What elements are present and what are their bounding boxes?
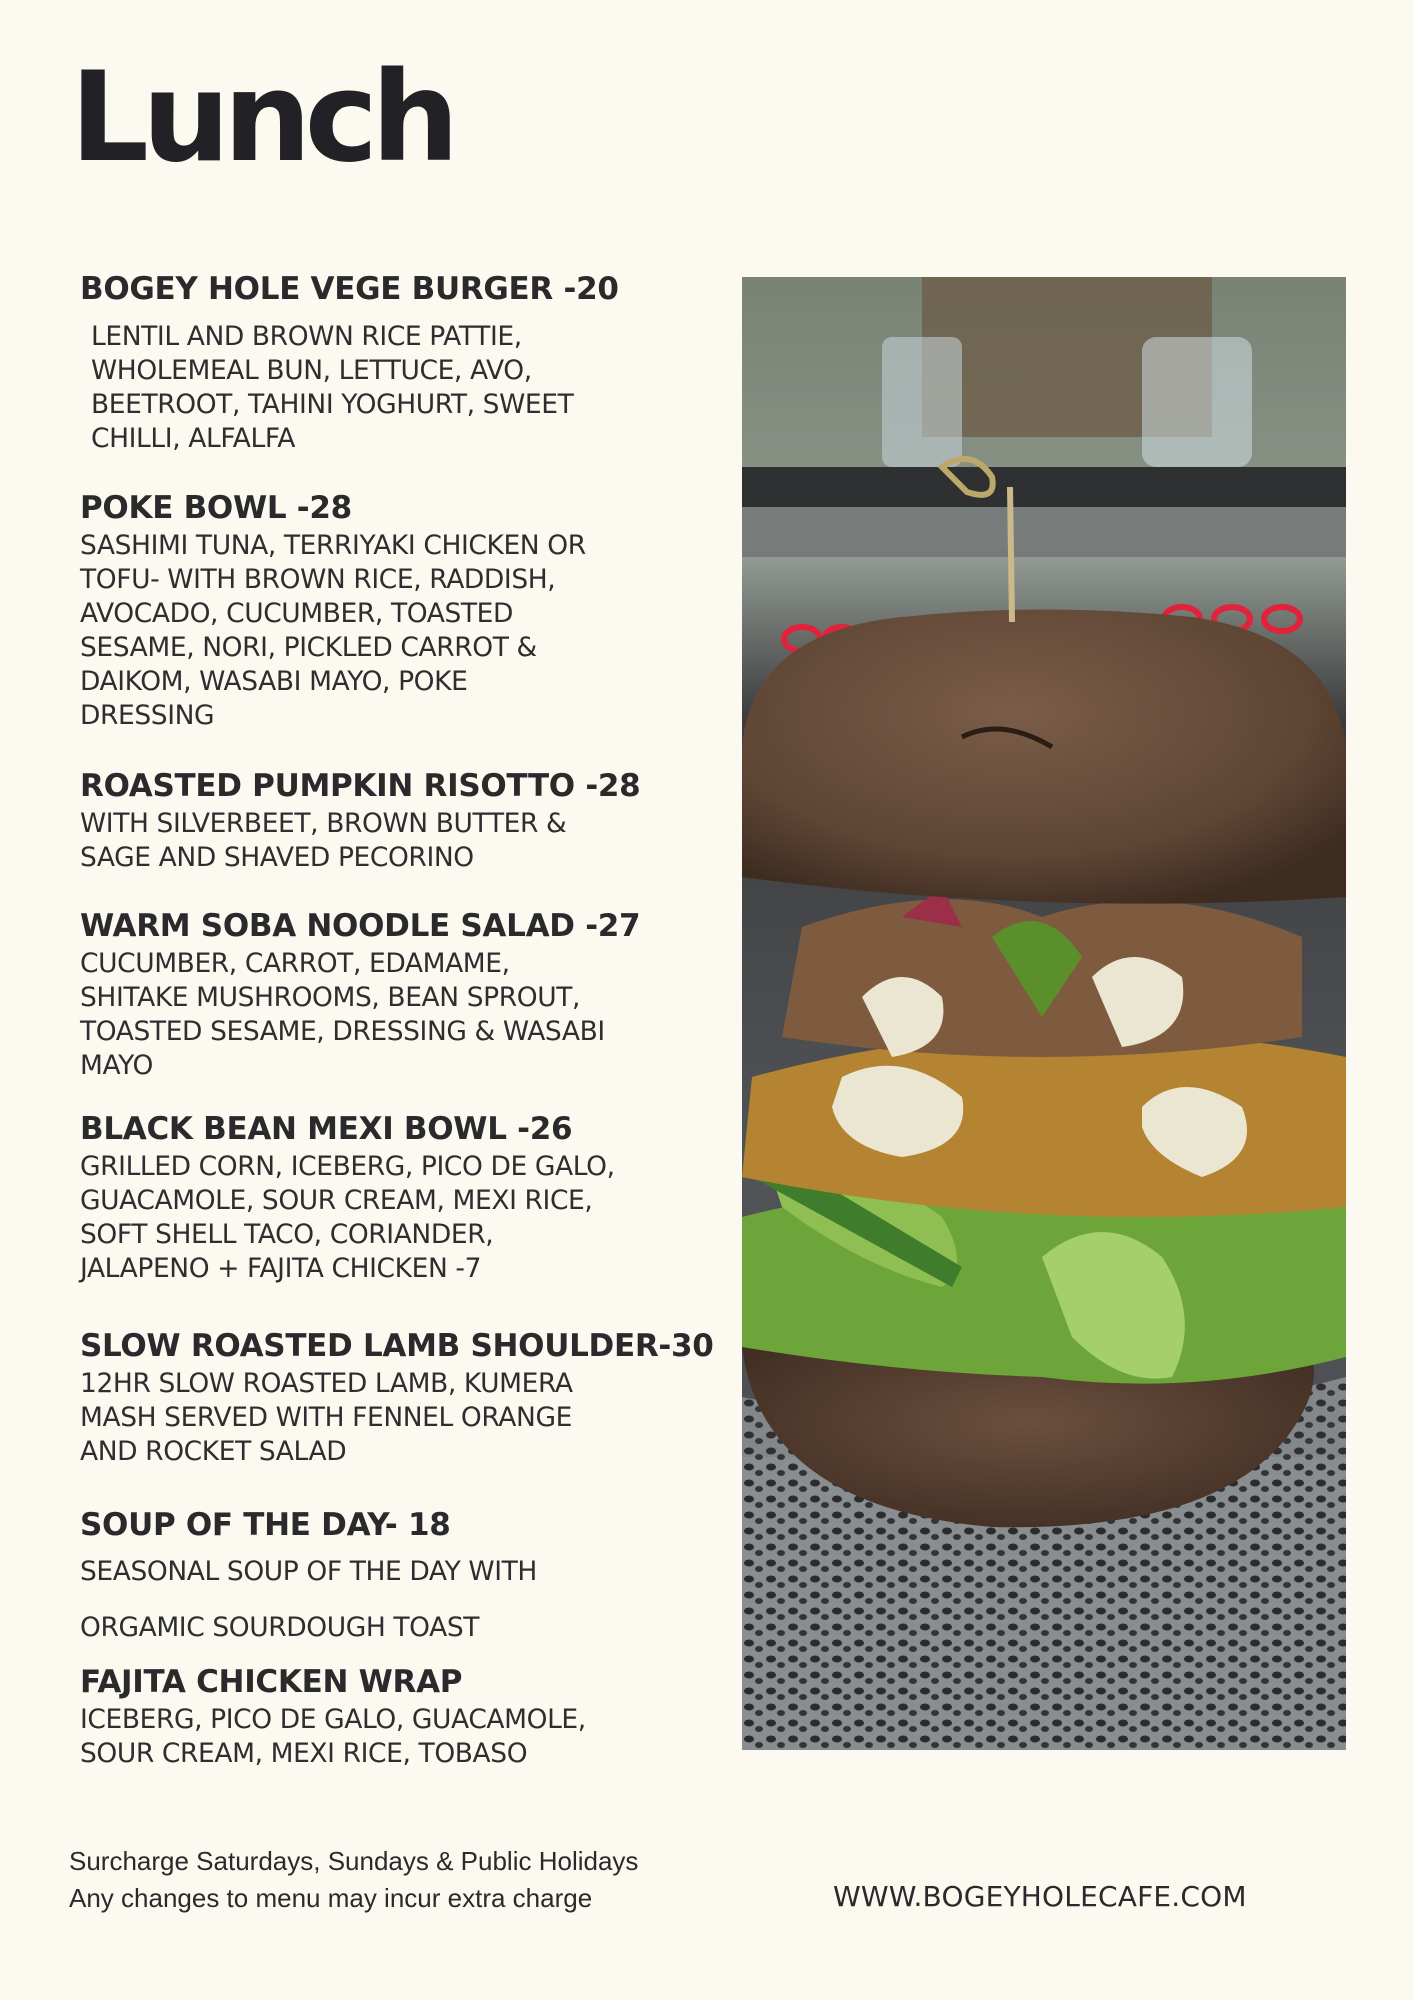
vege-burger-photo: [742, 277, 1346, 1750]
menu-item: [80, 907, 720, 1083]
footer-notes: [69, 1843, 638, 1917]
menu-item-description: SEASONAL SOUP OF THE DAY WITH ORGAMIC SOURDOUGH TOAST: [80, 1556, 537, 1643]
menu-item-description: CUCUMBER, CARROT, EDAMAME, SHITAKE MUSHROOMS, BEAN SPROUT, TOASTED SESAME, DRESSING & WASABI MAYO: [80, 948, 605, 1081]
menu-item-description: 12HR SLOW ROASTED LAMB, KUMERA MASH SERVED WITH FENNEL ORANGE AND ROCKET SALAD: [80, 1368, 573, 1467]
menu-item: [80, 1506, 720, 1656]
menu-item: [80, 767, 720, 875]
menu-item-name: ROASTED PUMPKIN RISOTTO -28: [80, 768, 641, 804]
menu-item-description: SASHIMI TUNA, TERRIYAKI CHICKEN OR TOFU- WITH BROWN RICE, RADDISH, AVOCADO, CUCUMBER, TOASTED SESAME, NORI, PICKLED CARROT & DAIKOM, WASABI MAYO, POKE DRESSING: [80, 530, 586, 731]
menu-item-name: BLACK BEAN MEXI BOWL -26: [80, 1111, 573, 1147]
menu-item-name: FAJITA CHICKEN WRAP: [80, 1664, 463, 1700]
menu-item-name: SOUP OF THE DAY- 18: [80, 1507, 451, 1543]
menu-item: [80, 1110, 720, 1286]
menu-item: [80, 1663, 720, 1771]
menu-item-name: SLOW ROASTED LAMB SHOULDER-30: [80, 1328, 714, 1364]
menu-item-name: POKE BOWL -28: [80, 490, 352, 526]
menu-item: [80, 1327, 720, 1469]
page-title: Lunch: [70, 46, 453, 190]
menu-item: [80, 270, 720, 456]
menu-item-name: BOGEY HOLE VEGE BURGER -20: [80, 271, 619, 307]
menu-item-description: ICEBERG, PICO DE GALO, GUACAMOLE, SOUR CREAM, MEXI RICE, TOBASO: [80, 1704, 586, 1769]
changes-note: Any changes to menu may incur extra charge: [69, 1883, 593, 1913]
menu-item-description: WITH SILVERBEET, BROWN BUTTER & SAGE AND SHAVED PECORINO: [80, 808, 567, 873]
menu-item: [80, 489, 720, 733]
menu-item-description: LENTIL AND BROWN RICE PATTIE, WHOLEMEAL BUN, LETTUCE, AVO, BEETROOT, TAHINI YOGHURT, SWEET CHILLI, ALFALFA: [91, 321, 574, 454]
website-link[interactable]: WWW.BOGEYHOLECAFE.COM: [833, 1880, 1247, 1913]
surcharge-note: Surcharge Saturdays, Sundays & Public Holidays: [69, 1846, 639, 1876]
menu-item-name: WARM SOBA NOODLE SALAD -27: [80, 908, 641, 944]
menu-item-description: GRILLED CORN, ICEBERG, PICO DE GALO, GUACAMOLE, SOUR CREAM, MEXI RICE, SOFT SHELL TACO, CORIANDER, JALAPENO + FAJITA CHICKEN -7: [80, 1151, 615, 1284]
